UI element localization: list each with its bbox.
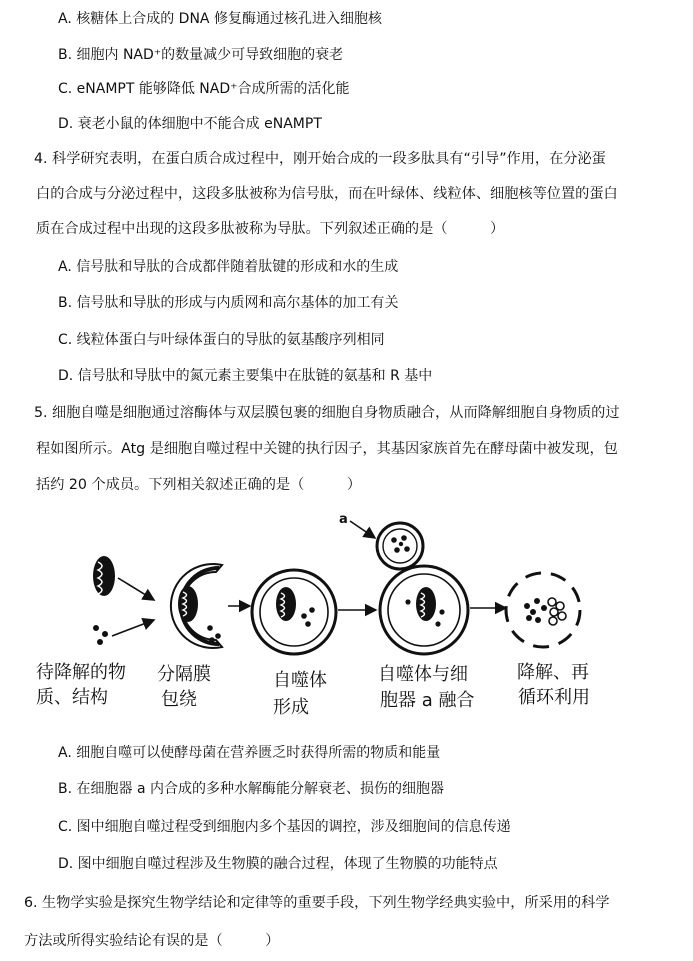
pointer-label-a: a [339,512,348,527]
autophagosome-stage-3 [252,570,336,654]
option-4a: A. 信号肽和导肽的合成都伴随着肽键的形成和水的生成 [58,259,399,275]
option-5d: D. 图中细胞自噬过程涉及生物膜的融合过程，体现了生物膜的功能特点 [58,856,498,872]
question-4-line-3: 质在合成过程中出现的这段多肽被称为导肽。下列叙述正确的是（ ） [36,221,505,237]
arrow-1b [112,620,154,636]
option-3b: B. 细胞内 NAD⁺的数量减少可导致细胞的衰老 [58,47,344,63]
question-5-line-3: 括约 20 个成员。下列相关叙述正确的是（ ） [36,477,362,493]
stage-label-1-line-1: 待降解的物 [36,662,126,683]
option-3a: A. 核糖体上合成的 DNA 修复酶通过核孔进入细胞核 [58,11,382,27]
option-4d: D. 信号肽和导肽中的氮元素主要集中在肽链的氨基和 R 基中 [58,368,433,384]
stage-label-2-line-1: 分隔膜 [157,664,211,685]
arrow-1a [118,578,154,600]
option-5a: A. 细胞自噬可以使酵母菌在营养匮乏时获得所需的物质和能量 [58,745,441,761]
stage-label-5-line-2: 循环利用 [518,687,590,708]
option-5c: C. 图中细胞自噬过程受到细胞内多个基因的调控，涉及细胞间的信息传递 [58,819,511,835]
stage-label-5-line-1: 降解、再 [517,662,589,683]
isolation-membrane-stage-2 [171,564,222,648]
question-4-line-1: 4. 科学研究表明，在蛋白质合成过程中，刚开始合成的一段多肽具有“引导”作用，在分泌蛋 [34,151,606,167]
stage-label-1-line-2: 质、结构 [36,687,108,708]
stage-label-2-line-2: 包绕 [161,689,197,710]
mitochondrion-stage-1 [93,556,115,596]
lysosome-a [377,523,423,569]
small-particles-stage-1 [93,625,108,645]
option-4c: C. 线粒体蛋白与叶绿体蛋白的导肽的氨基酸序列相同 [58,332,385,348]
pointer-arrow-a [350,521,375,538]
question-4-line-2: 白的合成与分泌过程中，这段多肽被称为信号肽，而在叶绿体、线粒体、细胞核等位置的蛋白 [36,186,618,202]
option-4b: B. 信号肽和导肽的形成与内质网和高尔基体的加工有关 [58,295,399,311]
degraded-vesicle-stage-5 [506,573,580,647]
option-3d: D. 衰老小鼠的体细胞中不能合成 eNAMPT [58,116,322,132]
question-5-line-2: 程如图所示。Atg 是细胞自噬过程中关键的执行因子，其基因家族首先在酵母菌中被发现，包 [36,441,618,457]
stage-label-4-line-1: 自噬体与细 [378,664,468,685]
stage-label-4-line-2: 胞器 a 融合 [380,690,475,711]
stage-label-3-line-1: 自噬体 [273,670,327,691]
question-5-line-1: 5. 细胞自噬是细胞通过溶酶体与双层膜包裹的细胞自身物质融合，从而降解细胞自身物质的过 [34,405,620,421]
fusion-vesicle-stage-4 [380,566,468,654]
stage-label-3-line-2: 形成 [273,697,309,718]
question-6-line-2: 方法或所得实验结论有误的是（ ） [24,933,280,949]
option-3c: C. eNAMPT 能够降低 NAD⁺合成所需的活化能 [58,81,350,97]
option-5b: B. 在细胞器 a 内合成的多种水解酶能分解衰老、损伤的细胞器 [58,781,444,797]
question-6-line-1: 6. 生物学实验是探究生物学结论和定律等的重要手段，下列生物学经典实验中，所采用的科学 [24,895,610,911]
